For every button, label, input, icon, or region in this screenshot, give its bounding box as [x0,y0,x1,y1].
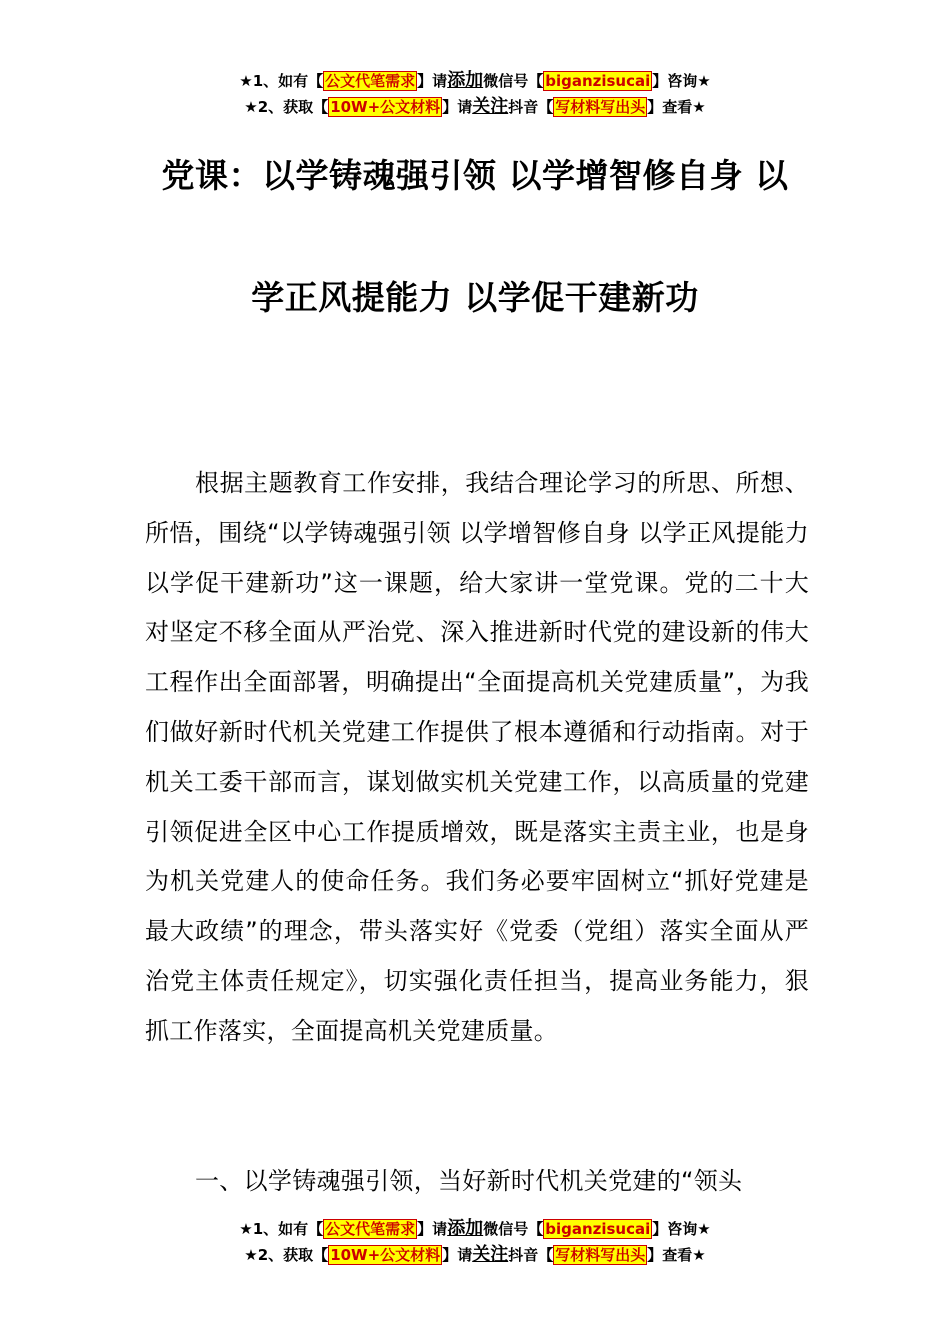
promo-text: ★1、如有【 [239,1220,324,1238]
promo-text: ★2、获取【 [244,1246,329,1264]
promo-text: 】查看★ [647,98,706,116]
promo-text: 】请 [442,1246,473,1264]
promo-text: 抖音【 [508,1246,554,1264]
promo-underlined: 添加 [447,70,484,91]
promo-line-2 [0,94,950,120]
document-title-line-2: 学正风提能力 以学促干建新功 [251,278,699,317]
promo-highlight: 10W+公文材料 [330,1246,441,1264]
promo-text: 抖音【 [508,98,554,116]
promo-line-2 [0,1242,950,1268]
document-title-line-1: 党课：以学铸魂强引领 以学增智修自身 以 [161,156,789,195]
promo-wechat-id: biganzisucai [545,1220,651,1238]
promo-highlight: 10W+公文材料 [330,98,441,116]
promo-text: 】咨询★ [652,72,711,90]
promo-highlight: 公文代笔需求 [325,72,416,90]
promo-highlight: 公文代笔需求 [325,1220,416,1238]
promo-text: 微信号【 [483,72,544,90]
promo-wechat-id: biganzisucai [545,72,651,90]
promo-douyin-name: 写材料写出头 [555,98,646,116]
section-heading-paragraph: 一、以学铸魂强引领，当好新时代机关党建的“领头 [195,1167,743,1195]
promo-text: 】请 [417,1220,448,1238]
promo-underlined: 关注 [472,96,509,117]
promo-underlined: 关注 [472,1244,509,1265]
promo-line-1 [0,1216,950,1242]
promo-underlined: 添加 [447,1218,484,1239]
promo-text: 微信号【 [483,1220,544,1238]
promo-text: 】查看★ [647,1246,706,1264]
promo-text: ★2、获取【 [244,98,329,116]
promo-text: ★1、如有【 [239,72,324,90]
promo-text: 】请 [417,72,448,90]
promo-text: 】请 [442,98,473,116]
promo-banner-top [0,68,950,120]
promo-douyin-name: 写材料写出头 [555,1246,646,1264]
promo-banner-bottom [0,1216,950,1268]
promo-text: 】咨询★ [652,1220,711,1238]
promo-line-1 [0,68,950,94]
body-paragraph: 根据主题教育工作安排，我结合理论学习的所思、所想、所悟，围绕“以学铸魂强引领 以学增智修自身 以学正风提能力 以学促干建新功”这一课题，给大家讲一堂党课。党的二十大对坚定不移全面从严治党、深入推进新时代党的建设新的伟大工程作出全面部署，明确提出“全面提高机关党建质量”，为我们做好新时代机关党建工作提供了根本遵循和行动指南。对于机关工委干部而言，谋划做实机关党建工作，以高质量的党建引领促进全区中心工作提质增效，既是落实主责主业，也是身为机关党建人的使命任务。我们务必要牢固树立“抓好党建是最大政绩”的理念，带头落实好《党委（党组）落实全面从严治党主体责任规定》，切实强化责任担当，提高业务能力，狠抓工作落实，全面提高机关党建质量。 [145,469,810,1045]
